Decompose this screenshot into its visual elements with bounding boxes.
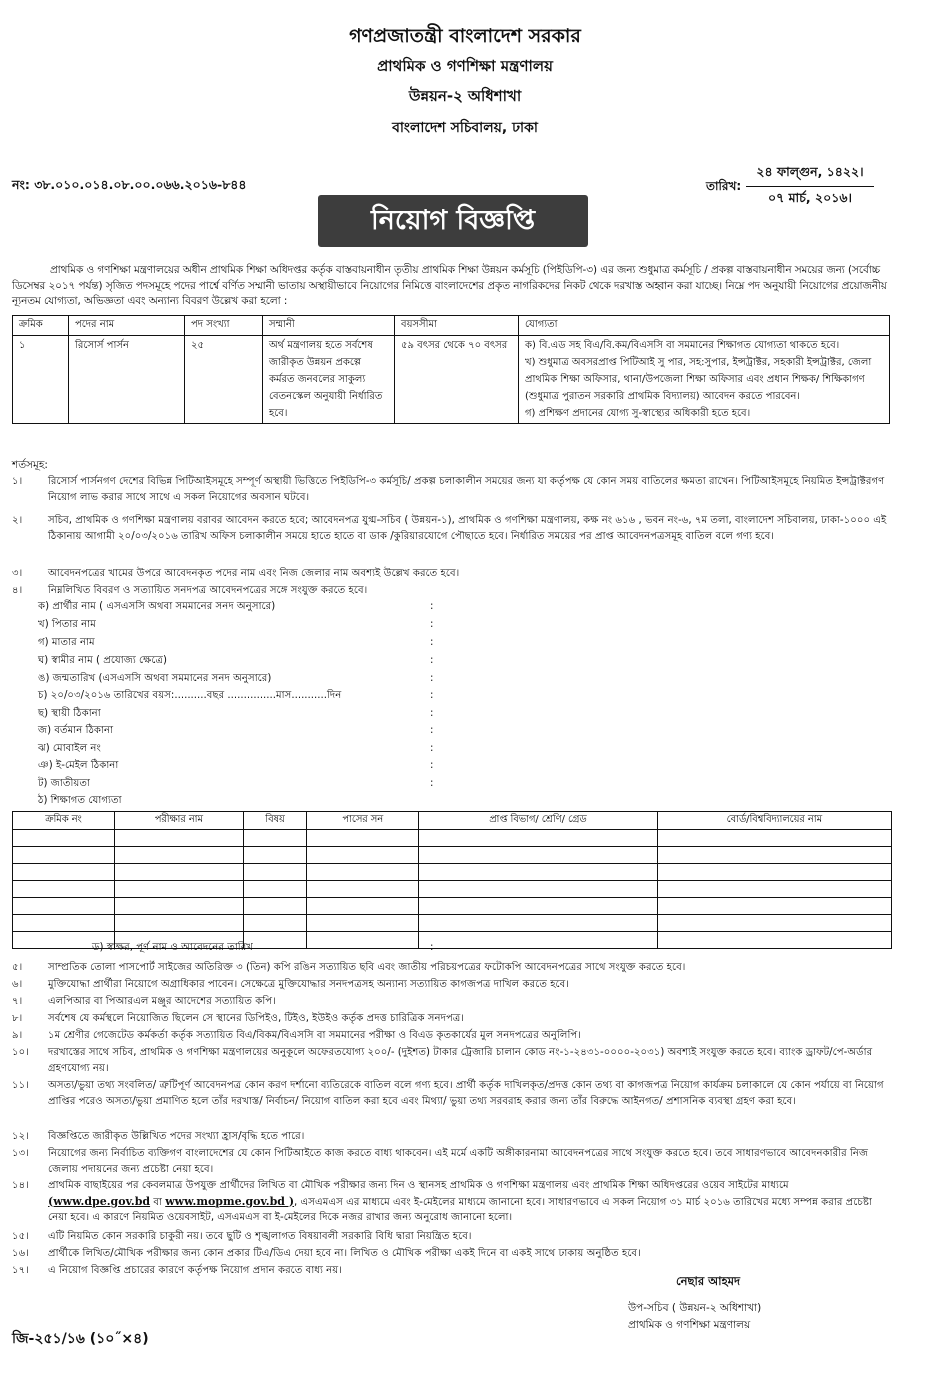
memo-number: নং: ৩৮.০১০.০১৪.০৮.০০.০৬৬.২০১৬-৮৪৪ xyxy=(12,177,247,192)
col-exam-name: পরীক্ষার নাম xyxy=(115,812,244,830)
condition-number: ১। xyxy=(12,476,23,487)
field-label: ছ) স্থায়ী ঠিকানা xyxy=(38,708,101,719)
condition-text: নিয়োগের জন্য নির্বাচিত ব্যক্তিগণ বাংলাদেশের যে কোন পিটিআইতে কাজ করতে বাধ্য থাকবেন। এই মর্মে একটি অঙ্গীকারনামা আবেদনপত্রের সাথে সংযুক্ত করতে হবে। তবে সাধারণভাবে আবেদনকারীর নিজ জেলায় পদায়নের জন্য প্রচেষ্টা নেয়া হবে। xyxy=(48,1148,869,1175)
form-field xyxy=(38,635,458,651)
condition-text: এটি নিয়মিত কোন সরকারি চাকুরী নয়। তবে ছুটি ও শৃঙ্খলাগত বিষয়াবলী সরকারি বিধি দ্বারা নিয়ন্ত্রিত হবে। xyxy=(48,1231,472,1242)
condition-number: ১৭। xyxy=(12,1265,29,1276)
field-label: ঙ) জন্মতারিখ (এসএসসি অথবা সমমানের সনদ অনুসারে) xyxy=(38,673,272,684)
qualification-b: খ) শুধুমাত্র অবসরপ্রাপ্ত পিটিআই সু পার, সহ:সুপার, ইন্সট্রাক্টর, সহকারী ইন্সট্রাক্টর, জেলা প্রাথমিক শিক্ষা অফিসার, থানা/উপজেলা শিক্ষা অফিসার এবং প্রধান শিক্ষক/ শিক্ষিকাগণ (শুধুমাত্র পুরাতন সরকারি প্রাথমিক বিদ্যালয়) আবেদন করতে পারবেন। xyxy=(525,357,872,402)
condition-item xyxy=(12,960,892,976)
field-label: ট) জাতীয়তা xyxy=(38,778,90,789)
condition-item xyxy=(12,583,892,599)
field-label: ঝ) মোবাইল নং xyxy=(38,743,101,754)
field-colon: : xyxy=(430,619,434,630)
condition-number: ২। xyxy=(12,515,23,526)
form-field xyxy=(38,741,458,757)
condition-item xyxy=(12,977,892,993)
section-name: উন্নয়ন-২ অধিশাখা xyxy=(408,87,522,105)
website-link-dpe[interactable]: (www.dpe.gov.bd xyxy=(48,1194,151,1208)
condition-text: অসত্য/ভুয়া তথ্য সংবলিত/ ত্রুটিপূর্ণ আবেদনপত্র কোন করণ দর্শানো ব্যতিরেকে বাতিল বলে গণ্য হবে। প্রার্থী কর্তৃক দাখিলকৃত/প্রদত্ত কোন তথ্য বা কাগজপত্র নিয়োগ কার্যক্রম চলাকালে যে কোন পর্যায়ে বা নিয়োগ প্রাপ্তির পরেও অসত্য/ভুয়া প্রমাণিত হলে তাঁর দরখাস্ত/ নির্বাচন/ নিয়োগ বাতিল করা হবে এবং মিথ্যা/ ভুয়া তথ্য সরবরাহ করার জন্য তাঁর বিরুদ্ধে আইনগত/ প্রশাসনিক ব্যবস্থা গ্রহণ করা হবে। xyxy=(48,1080,884,1107)
date-english: ০৭ মার্চ, ২০১৬। xyxy=(768,190,852,205)
form-field xyxy=(38,671,458,687)
form-field xyxy=(38,599,458,615)
condition-text: সচিব, প্রাথমিক ও গণশিক্ষা মন্ত্রণালয় বরাবর আবেদন করতে হবে; আবেদনপত্র যুগ্ম-সচিব ( উন্নয়ন-১), প্রাথমিক ও গণশিক্ষা মন্ত্রণালয়, কক্ষ নং ৬১৬ , ভবন নং-৬, ৭ম তলা, বাংলাদেশ সচিবালয়, ঢাকা-১০০০ এই ঠিকানায় আগামী ২০/০৩/২০১৬ তারিখ অফিস চলাকালীন সময়ে হাতে হাতে বা ডাক /কুরিয়ারযোগে পৌছাতে হবে। নির্ধারিত সময়ের পর প্রাপ্ত আবেদনপত্রসমূহ বাতিল বলে গণ্য হবে। xyxy=(48,515,887,542)
condition-item xyxy=(12,1146,892,1177)
col-board-university: বোর্ড/বিশ্ববিদ্যালয়ের নাম xyxy=(657,812,891,830)
form-field xyxy=(92,940,512,956)
col-post-count: পদ সংখ্যা xyxy=(185,316,263,336)
condition-text-part: , এসএমএস এর মাধ্যমে এবং ই-মেইলের মাধ্যমে জানানো হবে। সাধারণভাবে এ সকল নিয়োগ ৩১ মার্চ ২০১৬ তারিখের মধ্যে সম্পন্ন করার প্রচেষ্টা নেয়া হবে। এ কারণে নিয়মিত ওয়েবসাইট, এসএমএস বা ই-মেইলের দিকে নজর রাখার জন্য অনুরোধ জানানো হলো। xyxy=(48,1196,872,1223)
cell-qualification xyxy=(519,336,890,424)
col-subject: বিষয় xyxy=(243,812,307,830)
website-link-mopme[interactable]: www.mopme.gov.bd ) xyxy=(165,1194,295,1208)
condition-text: সাম্প্রতিক তোলা পাসপোর্ট সাইজের অতিরিক্ত ৩ (তিন) কপি রঙিন সত্যায়িত ছবি এবং জাতীয় পরিচয়পত্রের ফটোকপি আবেদনপত্রের সাথে সংযুক্ত করতে হবে। xyxy=(48,962,686,973)
field-colon: : xyxy=(430,760,434,771)
field-colon: : xyxy=(430,690,434,701)
form-field xyxy=(38,653,458,669)
footer-reference: জি-২৫১/১৬ (১০˝×৪) xyxy=(12,1331,149,1347)
field-label: ড) স্বাক্ষর, পূর্ণ নাম ও আবেদনের তারিখ xyxy=(92,942,254,953)
condition-number: ১৬। xyxy=(12,1248,29,1259)
qualification-c: গ) প্রশিক্ষণ প্রদানের যোগ্য সু-স্বাস্থ্যের অধিকারী হতে হবে। xyxy=(525,408,751,419)
field-label: জ) বর্তমান ঠিকানা xyxy=(38,725,114,736)
condition-text: রিসোর্স পার্সনগণ দেশের বিভিন্ন পিটিআইসমূহে সম্পূর্ণ অস্থায়ী ভিত্তিতে পিইডিপি-৩ কর্মসূচি/ প্রকল্প চলাকালীন সময়ের জন্য যা কর্তৃপক্ষ যে কোন সময় বাতিলের ক্ষমতা রাখেন। পিটিআইসমূহে নিয়মিত ইন্সট্রাক্টরগণ নিয়োগ লাভ করার সাথে সাথে এ সকল নিয়োগের অবসান ঘটবে। xyxy=(48,476,885,503)
field-colon: : xyxy=(430,942,434,953)
education-table-header xyxy=(13,812,892,830)
date-label: তারিখ: xyxy=(706,179,742,193)
condition-item xyxy=(12,1028,892,1044)
condition-item xyxy=(12,994,892,1010)
cell-age-limit: ৫৯ বৎসর থেকে ৭০ বৎসর xyxy=(395,336,519,424)
col-edu-serial: ক্রমিক নং xyxy=(13,812,115,830)
cell-honorarium: অর্থ মন্ত্রণালয় হতে সর্বশেষ জারীকৃত উন্নয়ন প্রকল্পে কর্মরত জনবলের সাকুল্য বেতনস্কেল অনুযায়ী নির্ধারিত হবে। xyxy=(263,336,395,424)
col-division-grade: প্রাপ্ত বিভাগ/ শ্রেণি/ গ্রেড xyxy=(419,812,658,830)
field-colon: : xyxy=(430,725,434,736)
form-field xyxy=(38,776,458,792)
table-row xyxy=(13,847,892,864)
field-label: গ) মাতার নাম xyxy=(38,637,95,648)
cell-post-name: রিসোর্স পার্সন xyxy=(69,336,185,424)
signatory-office: প্রাথমিক ও গণশিক্ষা মন্ত্রণালয় xyxy=(628,1319,751,1331)
cell-post-count: ২৫ xyxy=(185,336,263,424)
condition-text: সর্বশেষ যে কর্মস্থলে নিয়োজিত ছিলেন সে স্থানের ডিপিইও, টিইও, ইউইও কর্তৃক প্রদত্ত চারিত্রিক সনদপত্র। xyxy=(48,1013,465,1024)
qualification-a: ক) বি.এড সহ বিএ/বি.কম/বিএসসি বা সমমানের শিক্ষাগত যোগ্যতা থাকতে হবে। xyxy=(525,340,840,351)
condition-item xyxy=(12,513,892,544)
office-location: বাংলাদেশ সচিবালয়, ঢাকা xyxy=(392,120,538,136)
condition-item xyxy=(12,1229,892,1245)
field-label: ঞ) ই-মেইল ঠিকানা xyxy=(38,760,119,771)
govt-name: গণপ্রজাতন্ত্রী বাংলাদেশ সরকার xyxy=(349,25,581,47)
table-row xyxy=(13,881,892,898)
condition-number: ৩। xyxy=(12,568,23,579)
education-table xyxy=(12,811,892,949)
condition-item xyxy=(12,1178,892,1226)
field-label: ঠ) শিক্ষাগত যোগ্যতা xyxy=(38,795,122,806)
table-row xyxy=(13,830,892,847)
form-field xyxy=(38,617,458,633)
condition-number: ৪। xyxy=(12,585,23,596)
condition-number: ৬। xyxy=(12,979,23,990)
condition-text: দরখাস্তের সাথে সচিব, প্রাথমিক ও গণশিক্ষা মন্ত্রণালয়ের অনুকূলে অফেরতযোগ্য ২০০/- (দুইশত) টাকার ট্রেজারি চালান কোড নং-১-২৪৩১-০০০০-২০৩১) অবশ্যই সংযুক্ত করতে হবে। ব্যাংক ড্রাফট/পে-অর্ডার গ্রহণযোগ্য নয়। xyxy=(48,1047,873,1074)
condition-number: ১২। xyxy=(12,1131,29,1142)
condition-text: নিম্নলিখিত বিবরণ ও সত্যায়িত সনদপত্র আবেদনপত্রের সঙ্গে সংযুক্ত করতে হবে। xyxy=(48,585,368,596)
condition-number: ৮। xyxy=(12,1013,23,1024)
condition-text: মুক্তিযোদ্ধা প্রার্থীরা নিয়োগে অগ্রাধিকার পাবেন। সেক্ষেত্রে মুক্তিযোদ্ধার সনদপত্রসহ অন্যান্য সত্যায়িত কাগজপত্র দাখিল করতে হবে। xyxy=(48,979,569,990)
condition-item xyxy=(12,474,892,505)
field-label: খ) পিতার নাম xyxy=(38,619,96,630)
condition-number: ৭। xyxy=(12,996,23,1007)
col-age-limit: বয়সসীমা xyxy=(395,316,519,336)
condition-number: ১৫। xyxy=(12,1231,29,1242)
condition-text: আবেদনপত্রের খামের উপরে আবেদনকৃত পদের নাম এবং নিজ জেলার নাম অবশ্যই উল্লেখ করতে হবে। xyxy=(48,568,460,579)
condition-number: ১৪। xyxy=(12,1180,29,1191)
form-field xyxy=(38,793,458,809)
form-field xyxy=(38,706,458,722)
condition-item xyxy=(12,1078,892,1109)
condition-item xyxy=(12,1246,892,1262)
condition-number: ৯। xyxy=(12,1030,23,1041)
intro-paragraph: প্রাথমিক ও গণশিক্ষা মন্ত্রণালয়ের অধীন প্রাথমিক শিক্ষা অধিদপ্তর কর্তৃক বাস্তবায়নাধীন তৃতীয় প্রাথমিক শিক্ষা উন্নয়ন কর্মসূচি (পিইডিপি-৩) এর জন্য শুধুমাত্র কর্মসূচি / প্রকল্প বাস্তবায়নাধীন সময়ের জন্য (সর্বোচ্চ ডিসেম্বর ২০১৭ পর্যন্ত) সৃজিত পদসমূহে পদের পার্শ্বে বর্ণিত সম্মানী ভাতায় অস্থায়ীভাবে নিয়োগের নিমিত্তে বাংলাদেশের প্রকৃত নাগরিকদের নিকট থেকে দরখাস্ত অহ্বান করা যাচ্ছে। নিম্নে পদ অনুযায়ী নিয়োগের প্রয়োজনীয় ন্যূনতম যোগ্যতা, অভিজ্ঞতা এবং অন্যান্য বিবরণ উল্লেখ করা হলো : xyxy=(12,264,887,307)
form-field xyxy=(38,758,458,774)
signature-block xyxy=(628,1300,828,1334)
condition-text: বিজ্ঞপ্তিতে জারীকৃত উল্লিখিত পদের সংখ্যা হ্রাস/বৃদ্ধি হতে পারে। xyxy=(48,1131,305,1142)
condition-text-part: প্রাথমিক বাছাইয়ের পর কেবলমাত্র উপযুক্ত প্রার্থীদের লিখিত বা মৌখিক পরীক্ষার জন্য দিন ও স্থানসহ প্রাথমিক ও গণশিক্ষা মন্ত্রণালয় এবং প্রাথমিক শিক্ষা অধিদপ্তরের ওয়েব সাইটের মাধ্যমে xyxy=(48,1180,789,1191)
table-row xyxy=(13,864,892,881)
col-pass-year: পাসের সন xyxy=(307,812,419,830)
col-honorarium: সম্মানী xyxy=(263,316,395,336)
condition-text: এলপিআর বা পিআরএল মঞ্জুর আদেশের সত্যায়িত কপি। xyxy=(48,996,276,1007)
signatory-name: নেছার আহমদ xyxy=(676,1274,741,1288)
notice-title: নিয়োগ বিজ্ঞপ্তি xyxy=(318,195,588,247)
ministry-name: প্রাথমিক ও গণশিক্ষা মন্ত্রণালয় xyxy=(377,57,553,75)
field-colon: : xyxy=(430,601,434,612)
post-table xyxy=(12,315,890,424)
conditions-heading: শর্তসমূহ: xyxy=(12,459,48,471)
date-bangla: ২৪ ফাল্গুন, ১৪২২। xyxy=(746,164,874,187)
condition-item xyxy=(12,1011,892,1027)
form-field xyxy=(38,688,458,704)
condition-item xyxy=(12,1129,892,1145)
table-row xyxy=(13,336,890,424)
col-serial: ক্রমিক xyxy=(13,316,69,336)
date-block xyxy=(746,164,874,210)
cell-serial: ১ xyxy=(13,336,69,424)
condition-text-part: বা xyxy=(153,1196,162,1208)
field-colon: : xyxy=(430,743,434,754)
field-colon: : xyxy=(430,778,434,789)
field-colon: : xyxy=(430,673,434,684)
condition-number: ১০। xyxy=(12,1047,29,1058)
field-label: ক) প্রার্থীর নাম ( এসএসসি অথবা সমমানের সনদ অনুসারে) xyxy=(38,601,276,612)
condition-text: এ নিয়োগ বিজ্ঞপ্তি প্রচারের কারণে কর্তৃপক্ষ নিয়োগ প্রদান করতে বাধ্য নয়। xyxy=(48,1265,342,1276)
condition-item xyxy=(12,1045,892,1076)
condition-text: ১ম শ্রেণীর গেজেটেড কর্মকর্তা কর্তৃক সত্যায়িত বিএ/বিকম/বিএসসি বা সমমানের পরীক্ষা ও বিএড কৃতকার্যের মুল সনদপত্রের অনুলিপি। xyxy=(48,1030,581,1041)
condition-text xyxy=(48,1178,892,1226)
condition-item xyxy=(12,566,892,582)
form-field xyxy=(38,723,458,739)
condition-number: ৫। xyxy=(12,962,23,973)
condition-number: ১১। xyxy=(12,1080,29,1091)
field-label: ঘ) স্বামীর নাম ( প্রযোজ্য ক্ষেত্রে) xyxy=(38,655,167,666)
condition-item xyxy=(12,1263,892,1279)
field-colon: : xyxy=(430,655,434,666)
field-colon: : xyxy=(430,637,434,648)
col-qualification: যোগ্যতা xyxy=(519,316,890,336)
field-label: চ) ২০/০৩/২০১৬ তারিখের বয়স:..........বছর ...............মাস...........দিন xyxy=(38,690,342,701)
signatory-designation: উপ-সচিব ( উন্নয়ন-২ অধিশাখা) xyxy=(628,1302,762,1314)
post-table-header xyxy=(13,316,890,336)
field-colon: : xyxy=(430,708,434,719)
table-row xyxy=(13,898,892,915)
condition-text: প্রার্থীকে লিখিত/মৌখিক পরীক্ষার জন্য কোন প্রকার টিএ/ডিএ দেয়া হবে না। লিখিত ও মৌখিক পরীক্ষা একই দিনে বা একই সাথে ঢাকায় অনুষ্ঠিত হবে। xyxy=(48,1248,641,1259)
condition-number: ১৩। xyxy=(12,1148,29,1159)
table-row xyxy=(13,915,892,932)
col-post-name: পদের নাম xyxy=(69,316,185,336)
